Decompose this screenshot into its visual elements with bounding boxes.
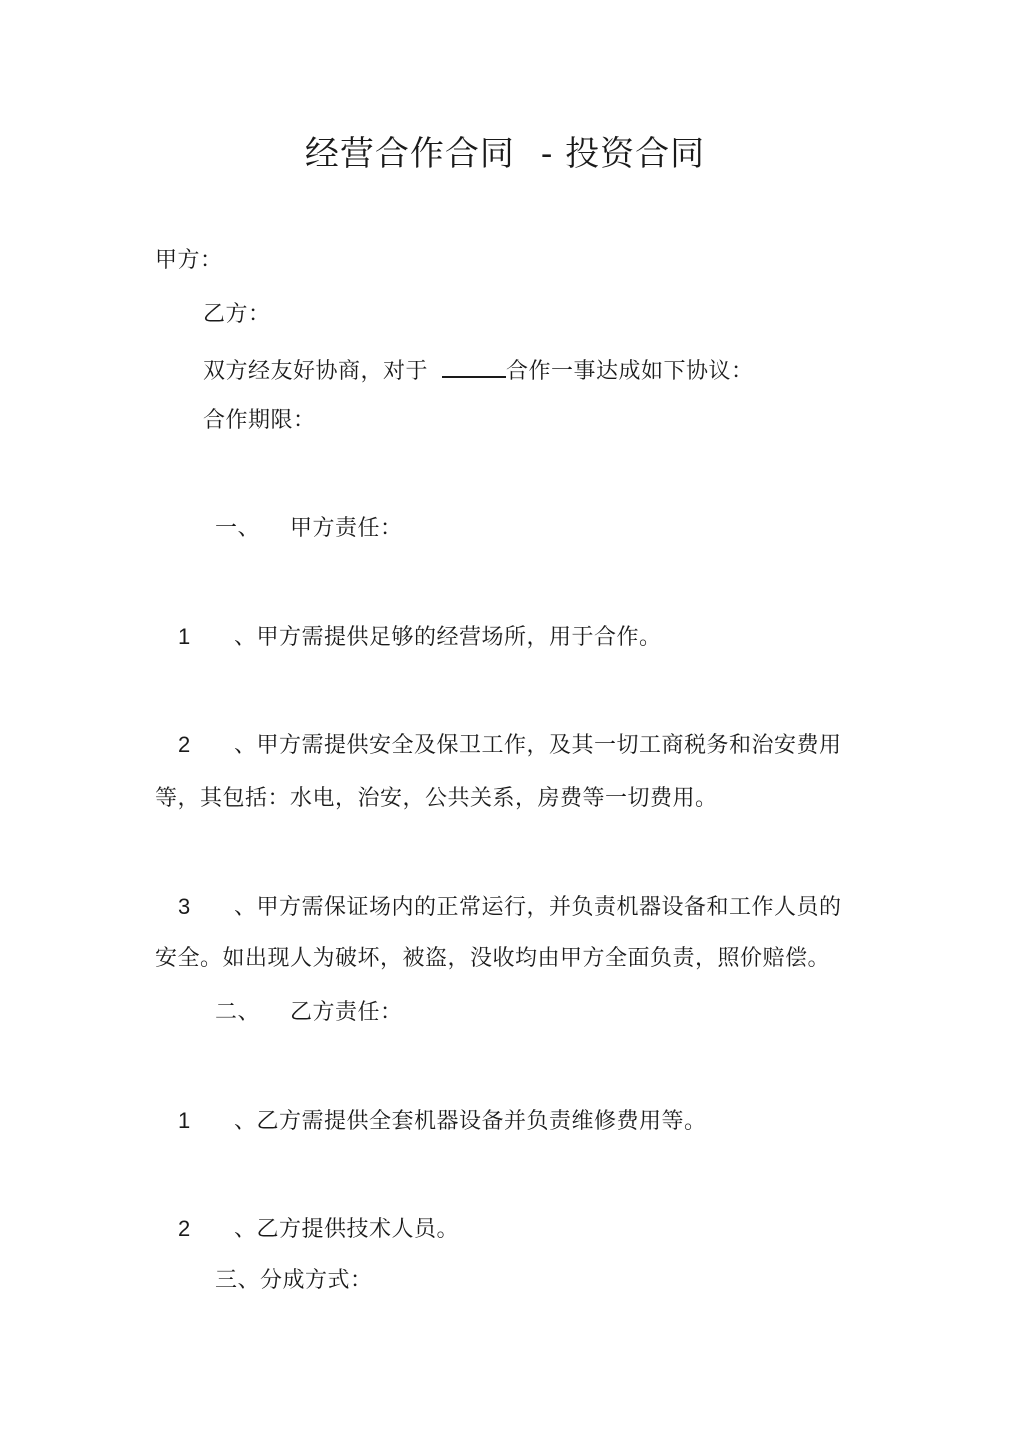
title-main: 经营合作合同	[304, 134, 515, 174]
item-text: 、甲方需提供安全及保卫工作，及其一切工商税务和治安费用	[234, 733, 842, 758]
item-number: 3	[178, 894, 191, 919]
section1-item-2-continued: 等，其包括：水电，治安，公共关系，房费等一切费用。	[155, 786, 718, 811]
section1-item-1	[178, 622, 662, 653]
title-sub: - 投资合同	[540, 134, 706, 174]
item-text: 、乙方需提供全套机器设备并负责维修费用等。	[234, 1109, 707, 1134]
item-text: 、甲方需保证场内的正常运行，并负责机器设备和工作人员的	[234, 895, 842, 920]
intro-after: 合作一事达成如下协议：	[506, 359, 754, 384]
item-text: 、乙方提供技术人员。	[234, 1217, 460, 1242]
fill-in-blank	[442, 354, 506, 378]
section3-heading: 三、分成方式：	[215, 1268, 373, 1293]
section1-title: 甲方责任：	[290, 516, 403, 541]
intro-paragraph	[203, 354, 754, 387]
item-number: 2	[178, 1216, 191, 1241]
term-label: 合作期限：	[203, 408, 316, 433]
section2-heading	[215, 998, 403, 1028]
section1-heading	[215, 514, 403, 544]
section1-index: 一、	[215, 516, 261, 541]
section1-item-3	[178, 892, 842, 923]
party-a-label: 甲方：	[155, 248, 223, 273]
item-number: 2	[178, 732, 191, 757]
section2-index: 二、	[215, 1000, 261, 1025]
intro-before: 双方经友好协商，对于	[203, 359, 429, 384]
item-number: 1	[178, 624, 191, 649]
item-text: 、甲方需提供足够的经营场所，用于合作。	[234, 625, 662, 650]
page-title	[0, 132, 1010, 176]
section2-item-1	[178, 1106, 707, 1137]
section2-item-2	[178, 1214, 459, 1245]
section1-item-2	[178, 730, 842, 761]
item-number: 1	[178, 1108, 191, 1133]
section1-item-3-continued: 安全。如出现人为破坏，被盗，没收均由甲方全面负责，照价赔偿。	[155, 946, 831, 971]
party-b-label: 乙方：	[203, 302, 271, 327]
section2-title: 乙方责任：	[290, 1000, 403, 1025]
